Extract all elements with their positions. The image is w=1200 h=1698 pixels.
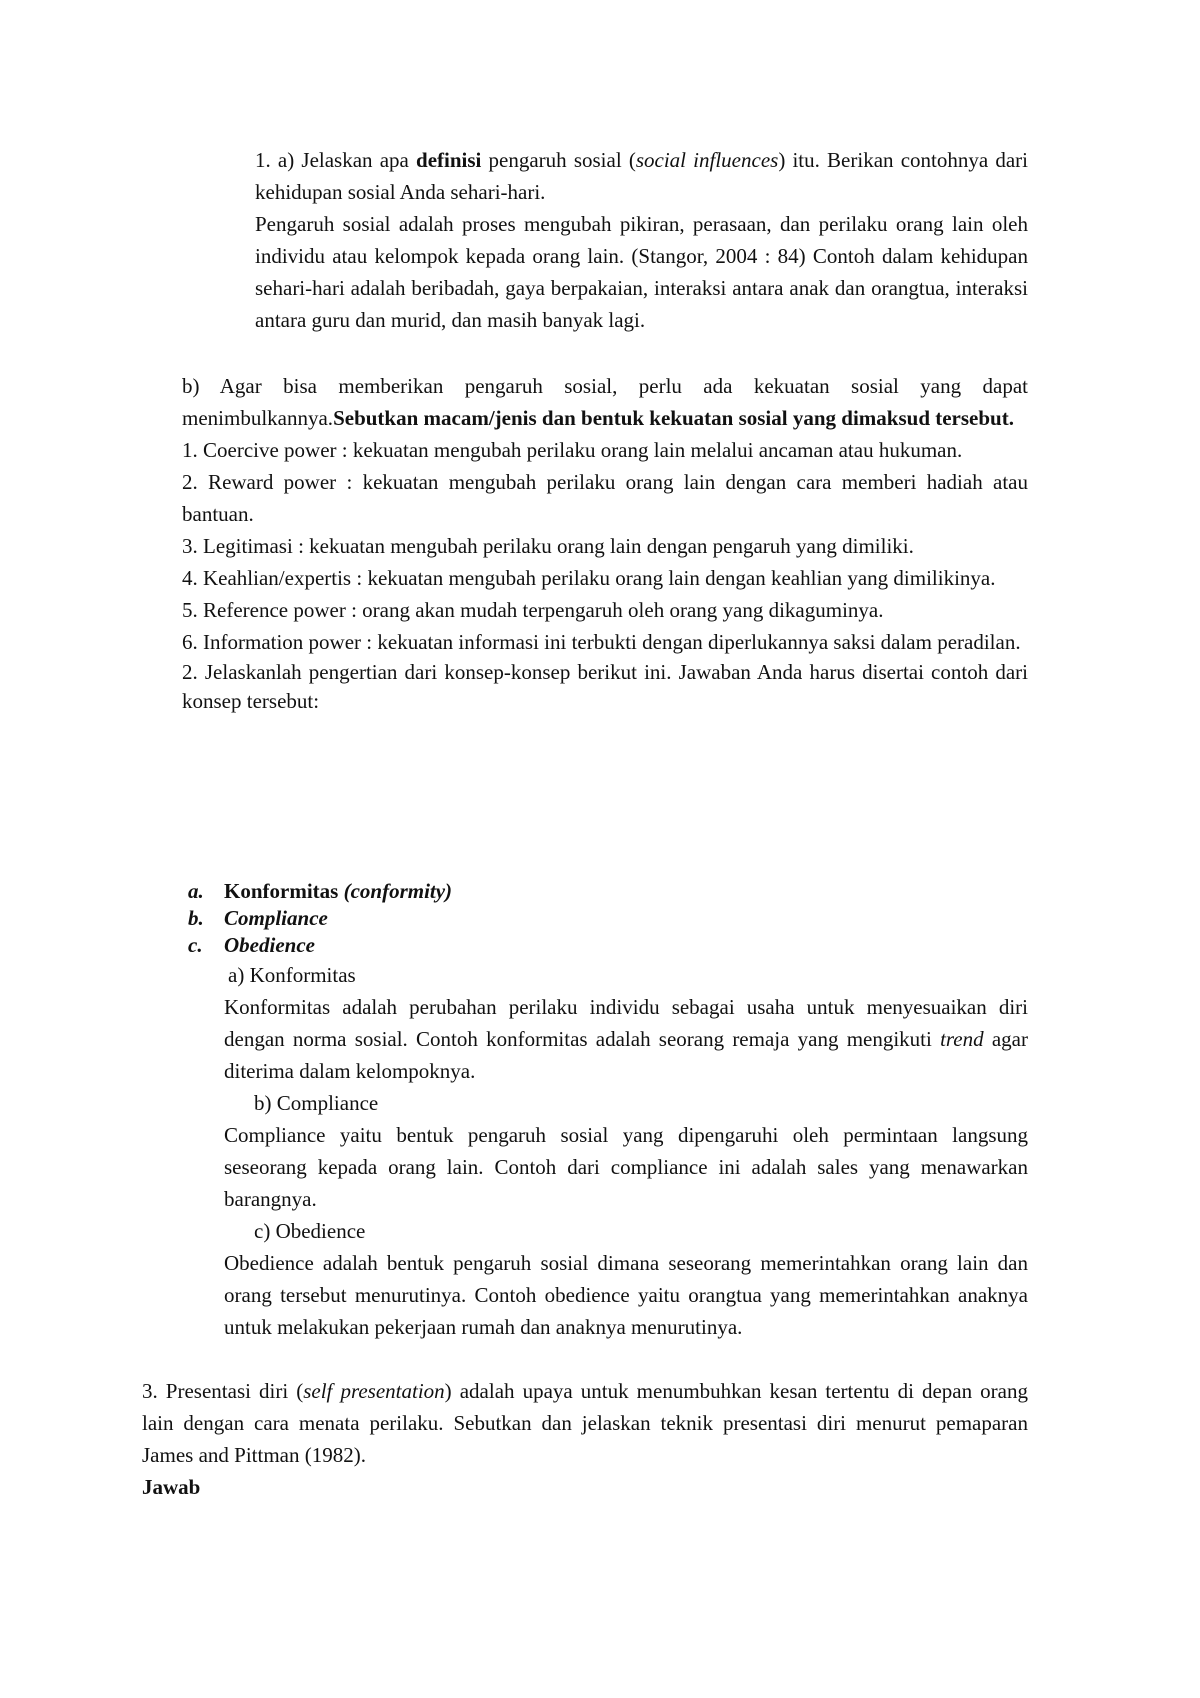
list-item: 5. Reference power : orang akan mudah terpengaruh oleh orang yang dikaguminya.: [182, 598, 884, 622]
question-text-part: b) Agar bisa memberikan pengaruh sosial, perlu ada kekuatan sosial yang dapat menimbulkannya.: [182, 374, 1028, 430]
list-marker: b.: [188, 906, 204, 930]
bold-term: definisi: [416, 148, 482, 172]
concept-item-b: [182, 905, 1028, 932]
question-text-part: ) itu. Berikan contohnya dari kehidupan sosial Anda sehari-hari.: [255, 148, 1028, 204]
answer-text-part: Konformitas adalah perubahan perilaku individu sebagai usaha untuk menyesuaikan diri dengan norma sosial. Contoh konformitas adalah seorang remaja yang mengikuti: [224, 995, 1028, 1051]
question-number: 1. a): [255, 148, 295, 172]
question-1b-text: [182, 370, 1028, 434]
concept-italic: Obedience: [224, 933, 315, 957]
concept-list: [182, 878, 1028, 959]
bold-question: Sebutkan macam/jenis dan bentuk kekuatan sosial yang dimaksud tersebut.: [333, 406, 1014, 430]
question-text-part: pengaruh sosial (: [481, 148, 636, 172]
question-1b: [182, 370, 1028, 716]
list-item: 6. Information power : kekuatan informasi ini terbukti dengan diperlukannya saksi dalam peradilan.: [182, 630, 1021, 654]
answer-2a-text: [224, 991, 1028, 1087]
italic-term: social influences: [635, 148, 779, 172]
answer-1a: Pengaruh sosial adalah proses mengubah pikiran, perasaan, dan perilaku orang lain oleh individu atau kelompok kepada orang lain. (Stangor, 2004 : 84) Contoh dalam kehidupan sehari-hari adalah beribadah, gaya berpakaian, interaksi antara anak dan orangtua, interaksi antara guru dan murid, dan masih banyak lagi.: [255, 212, 1028, 332]
concept-label: Konformitas: [224, 879, 344, 903]
list-item: 2. Reward power : kekuatan mengubah perilaku orang lain dengan cara memberi hadiah atau bantuan.: [182, 470, 1028, 526]
answer-2b-heading: b) Compliance: [254, 1091, 379, 1115]
question-3: [142, 1375, 1028, 1503]
list-marker: c.: [188, 933, 203, 957]
question-text-part: ) adalah upaya untuk menumbuhkan kesan tertentu di depan orang lain dengan cara menata perilaku. Sebutkan dan jelaskan teknik presentasi diri menurut pemaparan James and Pittman (1982).: [142, 1379, 1028, 1467]
answer-label: [142, 1471, 1028, 1503]
answer-2c-heading: c) Obedience: [254, 1219, 366, 1243]
question-1a-text: [255, 144, 1028, 208]
jawab-heading: Jawab: [142, 1475, 201, 1499]
answer-2: [224, 959, 1028, 1343]
answer-text-part: agar diterima dalam kelompoknya.: [224, 1027, 1028, 1083]
concept-item-a: [182, 878, 1028, 905]
question-2: [182, 878, 1028, 1343]
question-1a: [255, 144, 1028, 336]
list-item: 1. Coercive power : kekuatan mengubah perilaku orang lain melalui ancaman atau hukuman.: [182, 438, 963, 462]
answer-2a-heading: a) Konformitas: [228, 963, 356, 987]
concept-item-c: [182, 932, 1028, 959]
answer-2c-text: Obedience adalah bentuk pengaruh sosial dimana seseorang memerintahkan orang lain dan orang tersebut menurutinya. Contoh obedience yaitu orangtua yang memerintahkan anaknya untuk melakukan pekerjaan rumah dan anaknya menurutinya.: [224, 1251, 1028, 1339]
question-text-part: 3. Presentasi diri (: [142, 1379, 304, 1403]
italic-term: self presentation: [303, 1379, 445, 1403]
question-2-intro: 2. Jelaskanlah pengertian dari konsep-konsep berikut ini. Jawaban Anda harus disertai contoh dari konsep tersebut:: [182, 660, 1028, 713]
concept-italic: (conformity): [343, 879, 453, 903]
concept-italic: Compliance: [224, 906, 328, 930]
list-item: 3. Legitimasi : kekuatan mengubah perilaku orang lain dengan pengaruh yang dimiliki.: [182, 534, 914, 558]
list-marker: a.: [188, 879, 204, 903]
question-text-part: Jelaskan apa: [294, 148, 417, 172]
question-3-text: [142, 1375, 1028, 1471]
answer-2b-text: Compliance yaitu bentuk pengaruh sosial yang dipengaruhi oleh permintaan langsung seseorang kepada orang lain. Contoh dari compliance ini adalah sales yang menawarkan barangnya.: [224, 1123, 1028, 1211]
list-item: 4. Keahlian/expertis : kekuatan mengubah perilaku orang lain dengan keahlian yang dimilikinya.: [182, 566, 996, 590]
italic-term: trend: [940, 1027, 984, 1051]
